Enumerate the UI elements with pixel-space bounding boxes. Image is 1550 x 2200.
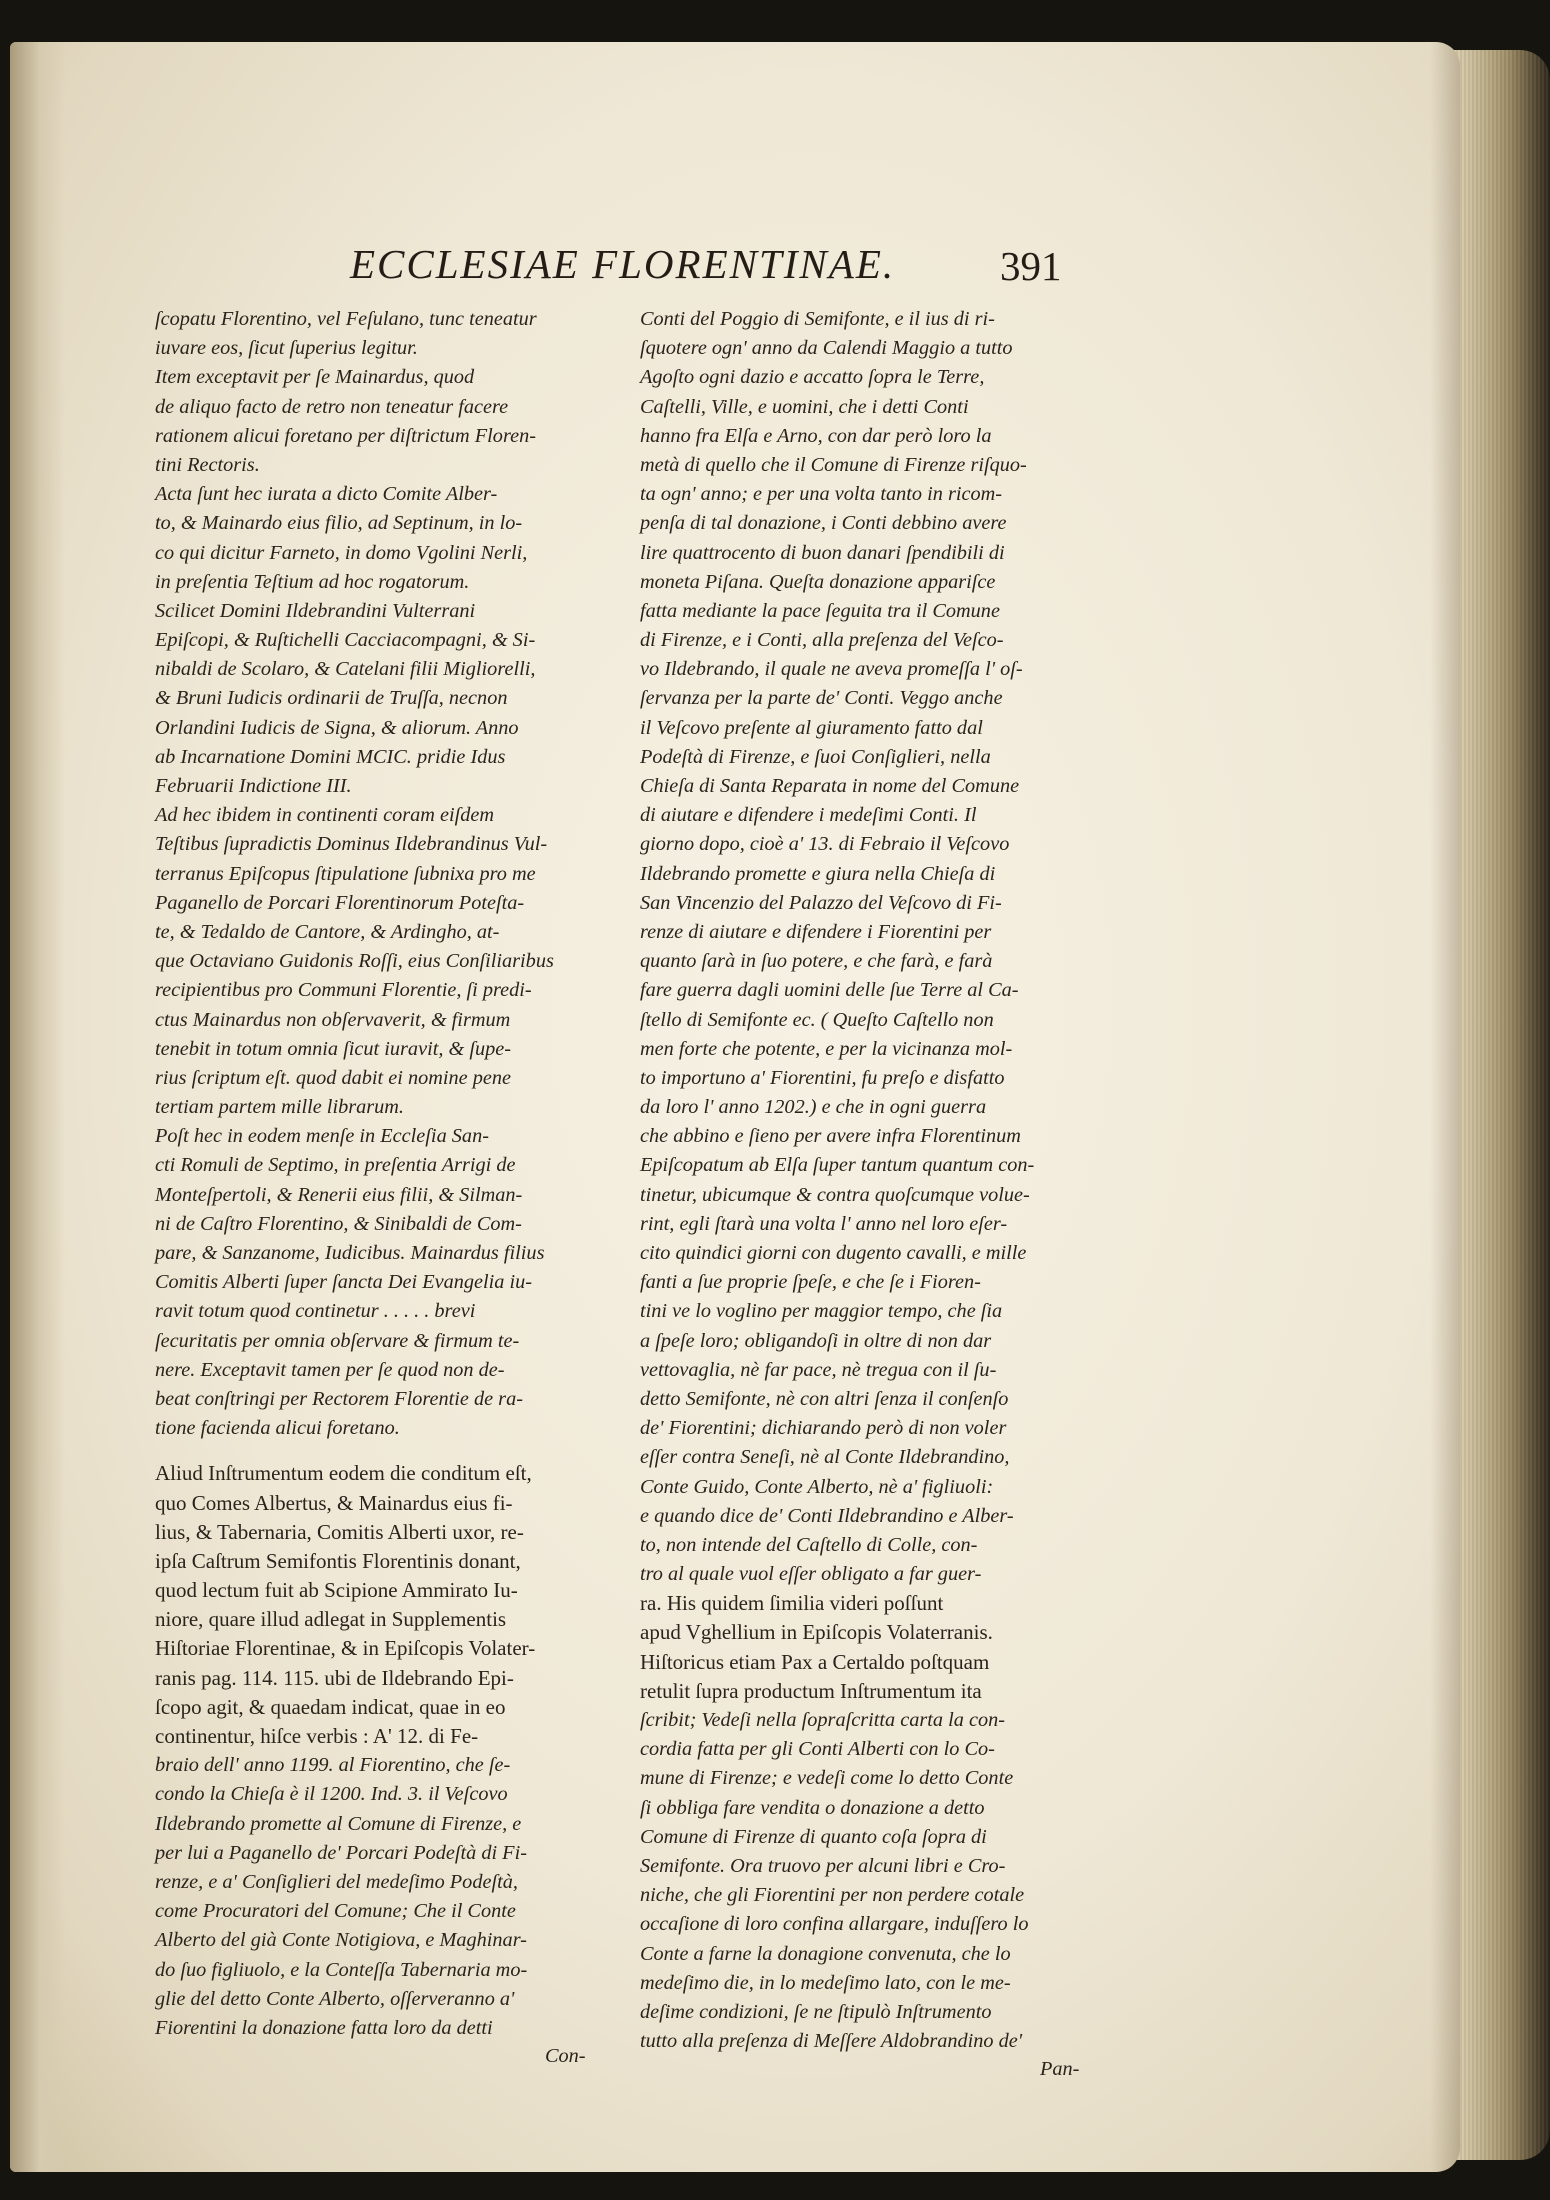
text-line: detto Semifonte, nè con altri ſenza il conſenſo — [640, 1387, 1009, 1410]
text-line: che abbino e ſieno per avere infra Florentinum — [640, 1125, 1021, 1148]
text-line: do ſuo figliuolo, e la Conteſſa Tabernaria mo- — [155, 1958, 528, 1981]
text-line: tione facienda alicui foretano. — [155, 1417, 400, 1440]
text-line: Podeſtà di Firenze, e ſuoi Conſiglieri, nella — [640, 745, 991, 768]
text-line: Epiſcopi, & Ruſtichelli Cacciacompagni, & Si- — [155, 629, 536, 652]
text-line: te, & Tedaldo de Cantore, & Ardingho, at- — [155, 920, 500, 943]
text-line: quo Comes Albertus, & Mainardus eius fi- — [155, 1490, 513, 1515]
text-line: ipſa Caſtrum Semifontis Florentinis donant, — [155, 1548, 521, 1573]
text-line: ſtello di Semifonte ec. ( Queſto Caſtello non — [640, 1008, 994, 1031]
text-line: de' Fiorentini; dichiarando però di non voler — [640, 1417, 1007, 1440]
text-line: fatta mediante la pace ſeguita tra il Comune — [640, 599, 1000, 622]
text-line: rius ſcriptum eſt. quod dabit ei nomine pene — [155, 1066, 512, 1089]
text-line: ab Incarnatione Domini MCIC. pridie Idus — [155, 745, 506, 768]
text-line: braio dell' anno 1199. al Fiorentino, che ſe- — [155, 1754, 511, 1777]
catchword-right: Pan- — [1040, 2058, 1080, 2080]
text-line: tini ve lo voglino per maggior tempo, che ſia — [640, 1300, 1003, 1323]
text-line: da loro l' anno 1202.) e che in ogni guerra — [640, 1096, 987, 1119]
text-line: cordia fatta per gli Conti Alberti con lo Co- — [640, 1738, 995, 1761]
text-line: ſi obbliga fare vendita o donazione a detto — [640, 1796, 985, 1819]
text-line: iuvare eos, ſicut ſuperius legitur. — [155, 337, 418, 360]
text-line: Comune di Firenze di quanto coſa ſopra di — [640, 1825, 987, 1848]
text-line: quanto ſarà in ſuo potere, e che farà, e farà — [640, 950, 993, 973]
text-line: tenebit in totum omnia ſicut iuravit, & ſupe- — [155, 1037, 512, 1060]
text-line: Semifonte. Ora truovo per alcuni libri e Cro- — [640, 1854, 1006, 1877]
text-line: nere. Exceptavit tamen per ſe quod non de- — [155, 1358, 505, 1381]
text-line: Ildebrando promette al Comune di Firenze, e — [155, 1812, 522, 1835]
text-line: Chieſa di Santa Reparata in nome del Comune — [640, 775, 1020, 797]
text-line: ſecuritatis per omnia obſervare & firmum te- — [155, 1329, 520, 1352]
text-line: condo la Chieſa è il 1200. Ind. 3. il Veſcovo — [155, 1783, 508, 1806]
text-line: tertiam partem mille librarum. — [155, 1096, 404, 1119]
text-line: ſcopo agit, & quaedam indicat, quae in eo — [155, 1694, 506, 1719]
text-line: to importuno a' Fiorentini, fu preſo e disfatto — [640, 1066, 1005, 1089]
text-line: Hiſtoricus etiam Pax a Certaldo poſtquam — [640, 1649, 990, 1674]
text-line: Conte a farne la donagione convenuta, che lo — [640, 1942, 1011, 1965]
text-line: Comitis Alberti ſuper ſancta Dei Evangelia iu- — [155, 1271, 533, 1294]
text-line: rationem alicui foretano per diſtrictum Floren- — [155, 424, 536, 447]
text-line: ta ogn' anno; e per una volta tanto in ricom- — [640, 483, 1003, 506]
text-line: tinetur, ubicumque & contra quoſcumque volue- — [640, 1183, 1030, 1206]
text-line: Item exceptavit per ſe Mainardus, quod — [155, 366, 475, 389]
text-line: hanno fra Elſa e Arno, con dar però loro la — [640, 424, 992, 447]
text-line: tro al quale vuol eſſer obligato a far guer- — [640, 1563, 982, 1586]
catchword-left: Con- — [545, 2045, 586, 2067]
text-line: cito quindici giorni con dugento cavalli, e mille — [640, 1242, 1027, 1264]
text-line: pare, & Sanzanome, Iudicibus. Mainardus filius — [155, 1242, 545, 1264]
text-line: tini Rectoris. — [155, 453, 260, 476]
text-line: moneta Piſana. Queſta donazione appariſce — [640, 570, 996, 593]
text-line: Ildebrando promette e giura nella Chieſa di — [640, 862, 996, 885]
text-line: lius, & Tabernaria, Comitis Alberti uxor, re- — [155, 1519, 524, 1544]
text-line: ſcribit; Vedeſi nella ſopraſcritta carta la con- — [640, 1709, 1006, 1731]
text-line: occaſione di loro confina allargare, induſſero lo — [640, 1913, 1029, 1936]
text-line: Hiſtoriae Florentinae, & in Epiſcopis Volater- — [155, 1636, 536, 1661]
text-line: ſquotere ogn' anno da Calendi Maggio a tutto — [640, 337, 1013, 360]
text-line: Agoſto ogni dazio e accatto ſopra le Terre, — [640, 366, 985, 389]
text-line: rint, egli ſtarà una volta l' anno nel loro eſer- — [640, 1212, 1008, 1235]
text-line: beat conſtringi per Rectorem Florentie de ra- — [155, 1387, 523, 1410]
text-line: giorno dopo, cioè a' 13. di Febraio il Veſcovo — [640, 833, 1010, 856]
text-line: renze di aiutare e difendere i Fiorentini per — [640, 920, 992, 943]
text-line: Acta ſunt hec iurata a dicto Comite Alber- — [155, 483, 498, 506]
text-line: cti Romuli de Septimo, in preſentia Arrigi de — [155, 1154, 516, 1177]
text-line: per lui a Paganello de' Porcari Podeſtà di Fi- — [155, 1841, 527, 1864]
text-line: de aliquo facto de retro non teneatur facere — [155, 395, 509, 418]
text-line: Epiſcopatum ab Elſa ſuper tantum quantum con- — [640, 1154, 1035, 1177]
text-line: come Procuratori del Comune; Che il Conte — [155, 1900, 516, 1923]
text-line: penſa di tal donazione, i Conti debbino avere — [640, 512, 1007, 535]
text-line: eſſer contra Seneſi, nè al Conte Ildebrandino, — [640, 1446, 1010, 1469]
running-head: ECCLESIAE FLORENTINAE. — [350, 241, 896, 287]
text-line: il Veſcovo preſente al giuramento fatto dal — [640, 716, 983, 739]
left-text-column — [155, 305, 615, 2043]
text-line: di Firenze, e i Conti, alla preſenza del Veſco- — [640, 629, 1004, 652]
text-line: vo Ildebrando, il quale ne aveva promeſſa l' oſ- — [640, 658, 1023, 681]
text-line: medeſimo die, in lo medeſimo lato, con le me- — [640, 1971, 1011, 1994]
text-line: men forte che potente, e per la vicinanza mol- — [640, 1037, 1013, 1060]
text-line: ſervanza per la parte de' Conti. Veggo anche — [640, 687, 1003, 710]
text-line: Februarii Indictione III. — [155, 775, 352, 797]
text-line: fare guerra dagli uomini delle ſue Terre al Ca- — [640, 979, 1019, 1002]
text-line: ſcopatu Florentino, vel Feſulano, tunc teneatur — [155, 308, 537, 330]
text-line: a ſpeſe loro; obligandoſi in oltre di non dar — [640, 1329, 992, 1352]
text-line: Monteſpertoli, & Renerii eius filii, & Silman- — [155, 1183, 523, 1206]
text-line: mune di Firenze; e vedeſi come lo detto Conte — [640, 1767, 1014, 1790]
text-line: Scilicet Domini Ildebrandini Vulterrani — [155, 599, 476, 622]
text-line: to, & Mainardo eius filio, ad Septinum, in lo- — [155, 512, 523, 535]
text-line: di aiutare e difendere i medeſimi Conti. Il — [640, 804, 977, 827]
text-line: Paganello de Porcari Florentinorum Poteſta- — [155, 891, 525, 914]
text-line: recipientibus pro Communi Florentie, ſi predi- — [155, 979, 532, 1002]
text-line: in preſentia Teſtium ad hoc rogatorum. — [155, 570, 470, 593]
text-line: ranis pag. 114. 115. ubi de Ildebrando Epi- — [155, 1665, 514, 1690]
text-line: quod lectum fuit ab Scipione Ammirato Iu- — [155, 1578, 518, 1603]
text-line: tutto alla preſenza di Meſſere Aldobrandino de' — [640, 2030, 1023, 2053]
right-text-column — [640, 305, 1100, 2056]
text-line: fanti a ſue proprie ſpeſe, e che ſe i Fioren- — [640, 1271, 981, 1294]
page-number: 391 — [1000, 243, 1062, 289]
text-line: co qui dicitur Farneto, in domo Vgolini Nerli, — [155, 541, 528, 564]
page-gutter-shadow — [10, 42, 65, 2172]
text-line: Caſtelli, Ville, e uomini, che i detti Conti — [640, 395, 969, 418]
text-line: terranus Epiſcopus ſtipulatione ſubnixa pro me — [155, 862, 536, 885]
text-line: e quando dice de' Conti Ildebrandino e Alber- — [640, 1504, 1014, 1527]
text-line: Conte Guido, Conte Alberto, nè a' figliuoli: — [640, 1475, 994, 1498]
text-line: & Bruni Iudicis ordinarii de Truſſa, necnon — [155, 687, 508, 710]
text-line: retulit ſupra productum Inſtrumentum ita — [640, 1678, 982, 1703]
text-line: Alberto del già Conte Notigiova, e Maghinar- — [155, 1929, 527, 1952]
text-line: renze, e a' Conſiglieri del medeſimo Podeſtà, — [155, 1870, 518, 1893]
text-line: Aliud Inſtrumentum eodem die conditum eſt, — [155, 1461, 532, 1486]
page-edge-shadow — [1430, 42, 1460, 2172]
text-line: continentur, hiſce verbis : A' 12. di Fe- — [155, 1724, 479, 1748]
text-line: metà di quello che il Comune di Firenze riſquo- — [640, 453, 1027, 476]
text-line: ctus Mainardus non obſervaverit, & firmum — [155, 1008, 511, 1031]
text-line: nibaldi de Scolaro, & Catelani filii Migliorelli, — [155, 658, 536, 681]
text-line: deſime condizioni, ſe ne ſtipulò Inſtrumento — [640, 2000, 992, 2023]
text-line — [155, 1443, 615, 1459]
text-line: San Vincenzio del Palazzo del Veſcovo di Fi- — [640, 891, 1002, 914]
text-line: to, non intende del Caſtello di Colle, con- — [640, 1533, 978, 1556]
text-line: que Octaviano Guidonis Roſſi, eius Conſiliaribus — [155, 950, 554, 973]
text-line: ra. His quidem ſimilia videri poſſunt — [640, 1591, 944, 1616]
text-line: Ad hec ibidem in continenti coram eiſdem — [155, 804, 495, 827]
text-line: lire quattrocento di buon danari ſpendibili di — [640, 541, 1005, 564]
text-line: ni de Caſtro Florentino, & Sinibaldi de Com- — [155, 1212, 522, 1235]
text-line: Orlandini Iudicis de Signa, & aliorum. Anno — [155, 716, 519, 739]
text-line: Teſtibus ſupradictis Dominus Ildebrandinus Vul- — [155, 833, 548, 856]
text-line: ravit totum quod continetur . . . . . brevi — [155, 1300, 476, 1323]
text-line: vettovaglia, nè far pace, nè tregua con il ſu- — [640, 1358, 997, 1381]
text-line: niche, che gli Fiorentini per non perdere cotale — [640, 1884, 1025, 1907]
text-line: glie del detto Conte Alberto, oſſerveranno a' — [155, 1987, 515, 2010]
text-line: apud Vghellium in Epiſcopis Volaterranis. — [640, 1620, 993, 1645]
text-line: Poſt hec in eodem menſe in Eccleſia San- — [155, 1125, 489, 1148]
text-line: niore, quare illud adlegat in Supplementis — [155, 1607, 507, 1632]
text-line: Conti del Poggio di Semifonte, e il ius di ri- — [640, 308, 995, 330]
text-line: Fiorentini la donazione fatta loro da detti — [155, 2016, 493, 2039]
